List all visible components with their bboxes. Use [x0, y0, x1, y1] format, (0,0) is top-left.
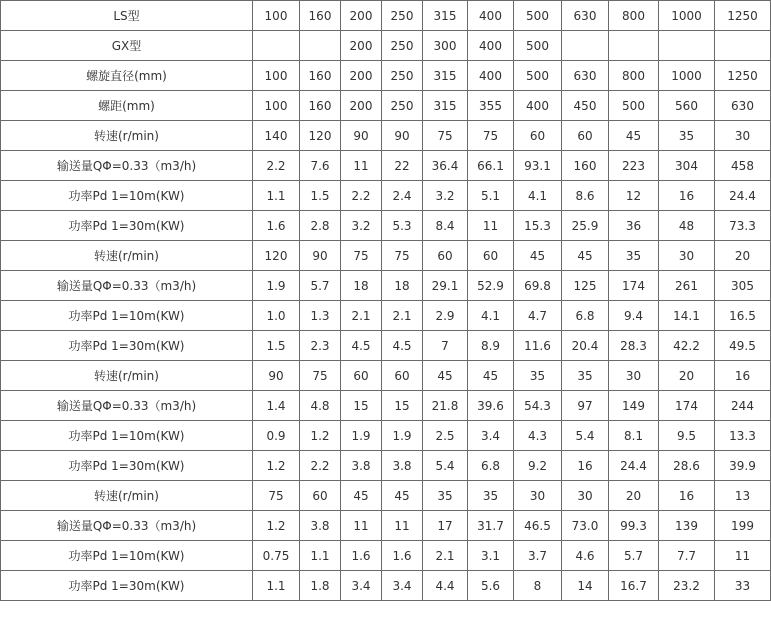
table-cell: 35	[468, 481, 514, 511]
table-row	[1, 361, 771, 391]
row-label: LS型	[1, 1, 253, 31]
table-cell: 5.7	[609, 541, 659, 571]
table-cell: 1.8	[300, 571, 341, 601]
table-cell: 15.3	[514, 211, 562, 241]
table-cell: 14	[562, 571, 609, 601]
row-label: 螺距(mm)	[1, 91, 253, 121]
table-cell: 35	[514, 361, 562, 391]
table-cell: 160	[562, 151, 609, 181]
table-cell: 45	[468, 361, 514, 391]
table-cell: 36	[609, 211, 659, 241]
table-cell: 315	[423, 61, 468, 91]
table-cell: 54.3	[514, 391, 562, 421]
table-cell: 24.4	[715, 181, 771, 211]
row-label: 功率Pd 1=10m(KW)	[1, 181, 253, 211]
table-cell: 35	[562, 361, 609, 391]
table-row	[1, 421, 771, 451]
table-cell: 250	[382, 31, 423, 61]
table-cell: 20	[659, 361, 715, 391]
table-row	[1, 331, 771, 361]
table-cell	[609, 31, 659, 61]
table-cell: 800	[609, 1, 659, 31]
table-cell: 2.1	[423, 541, 468, 571]
table-cell: 60	[514, 121, 562, 151]
table-cell: 315	[423, 91, 468, 121]
table-cell: 30	[715, 121, 771, 151]
row-label: 输送量QΦ=0.33（m3/h)	[1, 511, 253, 541]
row-label: 功率Pd 1=10m(KW)	[1, 301, 253, 331]
table-cell: 9.5	[659, 421, 715, 451]
table-cell: 1.9	[253, 271, 300, 301]
table-cell: 100	[253, 61, 300, 91]
table-cell: 22	[382, 151, 423, 181]
table-cell: 5.4	[423, 451, 468, 481]
table-cell: 160	[300, 91, 341, 121]
table-cell: 1.5	[300, 181, 341, 211]
row-label: 输送量QΦ=0.33（m3/h)	[1, 151, 253, 181]
table-cell: 35	[659, 121, 715, 151]
table-cell: 305	[715, 271, 771, 301]
table-cell: 125	[562, 271, 609, 301]
table-cell: 7.7	[659, 541, 715, 571]
table-cell: 29.1	[423, 271, 468, 301]
table-cell: 1.2	[253, 511, 300, 541]
table-cell: 1.9	[382, 421, 423, 451]
table-cell: 1.1	[300, 541, 341, 571]
table-row	[1, 451, 771, 481]
table-cell	[715, 31, 771, 61]
table-cell: 23.2	[659, 571, 715, 601]
table-cell: 1.6	[382, 541, 423, 571]
table-cell: 73.0	[562, 511, 609, 541]
table-row	[1, 271, 771, 301]
table-cell: 42.2	[659, 331, 715, 361]
table-cell: 36.4	[423, 151, 468, 181]
table-cell: 39.9	[715, 451, 771, 481]
table-cell: 21.8	[423, 391, 468, 421]
table-row	[1, 151, 771, 181]
table-cell: 139	[659, 511, 715, 541]
table-cell: 560	[659, 91, 715, 121]
table-row	[1, 511, 771, 541]
table-cell: 458	[715, 151, 771, 181]
table-cell: 24.4	[609, 451, 659, 481]
table-cell: 1.6	[341, 541, 382, 571]
table-cell: 3.4	[468, 421, 514, 451]
table-cell: 11.6	[514, 331, 562, 361]
table-cell: 3.4	[341, 571, 382, 601]
table-cell: 2.5	[423, 421, 468, 451]
table-cell: 15	[341, 391, 382, 421]
table-cell	[253, 31, 300, 61]
table-cell: 99.3	[609, 511, 659, 541]
table-cell: 1250	[715, 1, 771, 31]
table-cell: 45	[562, 241, 609, 271]
table-cell: 28.3	[609, 331, 659, 361]
table-cell: 1.1	[253, 181, 300, 211]
row-label: 转速(r/min)	[1, 481, 253, 511]
table-cell: 400	[468, 1, 514, 31]
table-cell: 30	[562, 481, 609, 511]
table-cell: 2.9	[423, 301, 468, 331]
table-cell: 1.2	[300, 421, 341, 451]
table-cell: 75	[341, 241, 382, 271]
table-cell: 200	[341, 61, 382, 91]
row-label: 功率Pd 1=10m(KW)	[1, 421, 253, 451]
table-cell: 300	[423, 31, 468, 61]
table-cell: 30	[514, 481, 562, 511]
table-cell: 90	[300, 241, 341, 271]
row-label: 输送量QΦ=0.33（m3/h)	[1, 391, 253, 421]
table-cell: 100	[253, 1, 300, 31]
table-cell: 60	[468, 241, 514, 271]
table-cell: 2.8	[300, 211, 341, 241]
table-cell: 75	[253, 481, 300, 511]
table-cell: 200	[341, 91, 382, 121]
table-cell: 25.9	[562, 211, 609, 241]
table-cell: 30	[659, 241, 715, 271]
table-cell: 223	[609, 151, 659, 181]
table-cell: 30	[609, 361, 659, 391]
table-cell: 3.1	[468, 541, 514, 571]
table-cell: 18	[382, 271, 423, 301]
table-cell: 18	[341, 271, 382, 301]
table-cell: 46.5	[514, 511, 562, 541]
table-cell: 4.7	[514, 301, 562, 331]
table-cell: 149	[609, 391, 659, 421]
table-cell: 140	[253, 121, 300, 151]
table-cell: 16.5	[715, 301, 771, 331]
table-cell: 35	[423, 481, 468, 511]
table-cell: 4.4	[423, 571, 468, 601]
table-cell: 75	[300, 361, 341, 391]
table-cell	[659, 31, 715, 61]
table-cell: 5.4	[562, 421, 609, 451]
table-cell: 45	[382, 481, 423, 511]
table-row	[1, 211, 771, 241]
table-row	[1, 121, 771, 151]
table-cell: 1000	[659, 61, 715, 91]
table-cell: 0.9	[253, 421, 300, 451]
table-cell: 15	[382, 391, 423, 421]
table-row	[1, 541, 771, 571]
table-cell: 261	[659, 271, 715, 301]
table-cell: 250	[382, 61, 423, 91]
table-cell	[562, 31, 609, 61]
table-cell: 16	[659, 181, 715, 211]
table-cell: 200	[341, 31, 382, 61]
table-cell: 9.2	[514, 451, 562, 481]
table-cell: 60	[562, 121, 609, 151]
table-cell: 45	[423, 361, 468, 391]
table-cell: 90	[253, 361, 300, 391]
table-row	[1, 181, 771, 211]
table-cell: 75	[423, 121, 468, 151]
table-cell: 1.5	[253, 331, 300, 361]
table-cell: 13.3	[715, 421, 771, 451]
table-row	[1, 1, 771, 31]
table-cell: 8.4	[423, 211, 468, 241]
row-label: 转速(r/min)	[1, 241, 253, 271]
table-cell: 1.1	[253, 571, 300, 601]
table-cell: 75	[468, 121, 514, 151]
row-label: 转速(r/min)	[1, 121, 253, 151]
table-cell: 3.8	[382, 451, 423, 481]
table-cell: 315	[423, 1, 468, 31]
table-cell: 8.9	[468, 331, 514, 361]
table-cell: 1.9	[341, 421, 382, 451]
row-label: 功率Pd 1=30m(KW)	[1, 331, 253, 361]
table-cell: 97	[562, 391, 609, 421]
table-cell: 5.3	[382, 211, 423, 241]
table-cell: 8.1	[609, 421, 659, 451]
table-cell: 45	[514, 241, 562, 271]
table-cell: 90	[341, 121, 382, 151]
table-cell: 500	[514, 61, 562, 91]
table-cell: 1.0	[253, 301, 300, 331]
table-cell: 3.2	[341, 211, 382, 241]
row-label: GX型	[1, 31, 253, 61]
table-cell: 160	[300, 1, 341, 31]
table-cell: 66.1	[468, 151, 514, 181]
table-cell: 60	[423, 241, 468, 271]
table-cell: 6.8	[468, 451, 514, 481]
table-cell: 60	[300, 481, 341, 511]
table-cell: 52.9	[468, 271, 514, 301]
table-cell: 400	[514, 91, 562, 121]
table-cell: 4.3	[514, 421, 562, 451]
table-cell: 13	[715, 481, 771, 511]
table-cell: 5.7	[300, 271, 341, 301]
table-cell: 20.4	[562, 331, 609, 361]
table-cell: 48	[659, 211, 715, 241]
table-cell: 630	[562, 61, 609, 91]
table-cell: 1.2	[253, 451, 300, 481]
table-cell: 90	[382, 121, 423, 151]
row-label: 螺旋直径(mm)	[1, 61, 253, 91]
table-cell: 4.6	[562, 541, 609, 571]
table-cell: 11	[341, 151, 382, 181]
table-cell: 20	[609, 481, 659, 511]
table-cell: 630	[562, 1, 609, 31]
row-label: 功率Pd 1=30m(KW)	[1, 211, 253, 241]
table-cell: 17	[423, 511, 468, 541]
row-label: 转速(r/min)	[1, 361, 253, 391]
table-cell: 3.8	[341, 451, 382, 481]
row-label: 功率Pd 1=30m(KW)	[1, 451, 253, 481]
table-cell: 630	[715, 91, 771, 121]
table-cell: 2.2	[253, 151, 300, 181]
table-cell: 73.3	[715, 211, 771, 241]
table-cell: 174	[659, 391, 715, 421]
table-row	[1, 391, 771, 421]
table-cell: 5.1	[468, 181, 514, 211]
table-cell: 199	[715, 511, 771, 541]
table-row	[1, 31, 771, 61]
table-cell: 6.8	[562, 301, 609, 331]
table-cell: 500	[514, 1, 562, 31]
table-cell: 7	[423, 331, 468, 361]
table-cell: 120	[300, 121, 341, 151]
table-cell: 11	[715, 541, 771, 571]
table-cell: 4.1	[468, 301, 514, 331]
table-cell: 450	[562, 91, 609, 121]
table-cell: 400	[468, 61, 514, 91]
table-cell: 2.1	[382, 301, 423, 331]
table-cell: 1000	[659, 1, 715, 31]
table-cell: 500	[514, 31, 562, 61]
table-cell: 200	[341, 1, 382, 31]
table-cell: 60	[382, 361, 423, 391]
table-cell: 355	[468, 91, 514, 121]
table-cell	[300, 31, 341, 61]
table-cell: 14.1	[659, 301, 715, 331]
table-cell: 1.3	[300, 301, 341, 331]
table-cell: 100	[253, 91, 300, 121]
table-cell: 160	[300, 61, 341, 91]
table-cell: 11	[468, 211, 514, 241]
table-row	[1, 61, 771, 91]
table-cell: 8	[514, 571, 562, 601]
table-cell: 2.4	[382, 181, 423, 211]
table-cell: 35	[609, 241, 659, 271]
table-cell: 69.8	[514, 271, 562, 301]
table-cell: 12	[609, 181, 659, 211]
table-cell: 1.6	[253, 211, 300, 241]
row-label: 功率Pd 1=10m(KW)	[1, 541, 253, 571]
table-cell: 11	[341, 511, 382, 541]
table-row	[1, 91, 771, 121]
table-cell: 5.6	[468, 571, 514, 601]
table-cell: 45	[341, 481, 382, 511]
table-cell: 16	[562, 451, 609, 481]
table-cell: 60	[341, 361, 382, 391]
table-cell: 39.6	[468, 391, 514, 421]
table-cell: 174	[609, 271, 659, 301]
table-cell: 2.2	[300, 451, 341, 481]
table-cell: 500	[609, 91, 659, 121]
table-cell: 250	[382, 1, 423, 31]
table-cell: 0.75	[253, 541, 300, 571]
table-cell: 4.8	[300, 391, 341, 421]
table-cell: 31.7	[468, 511, 514, 541]
table-body	[1, 1, 771, 601]
table-cell: 3.8	[300, 511, 341, 541]
table-cell: 3.2	[423, 181, 468, 211]
row-label: 功率Pd 1=30m(KW)	[1, 571, 253, 601]
table-cell: 2.2	[341, 181, 382, 211]
table-cell: 45	[609, 121, 659, 151]
table-cell: 75	[382, 241, 423, 271]
table-cell: 16.7	[609, 571, 659, 601]
table-cell: 4.5	[382, 331, 423, 361]
table-cell: 250	[382, 91, 423, 121]
table-cell: 11	[382, 511, 423, 541]
table-cell: 4.1	[514, 181, 562, 211]
table-row	[1, 301, 771, 331]
table-row	[1, 241, 771, 271]
table-cell: 93.1	[514, 151, 562, 181]
table-cell: 3.4	[382, 571, 423, 601]
table-cell: 16	[715, 361, 771, 391]
table-cell: 120	[253, 241, 300, 271]
table-cell: 49.5	[715, 331, 771, 361]
table-cell: 800	[609, 61, 659, 91]
table-cell: 33	[715, 571, 771, 601]
table-cell: 304	[659, 151, 715, 181]
table-cell: 1.4	[253, 391, 300, 421]
table-cell: 16	[659, 481, 715, 511]
table-cell: 4.5	[341, 331, 382, 361]
table-cell: 20	[715, 241, 771, 271]
table-cell: 1250	[715, 61, 771, 91]
table-cell: 400	[468, 31, 514, 61]
table-cell: 3.7	[514, 541, 562, 571]
row-label: 输送量QΦ=0.33（m3/h)	[1, 271, 253, 301]
table-cell: 7.6	[300, 151, 341, 181]
table-cell: 28.6	[659, 451, 715, 481]
table-row	[1, 571, 771, 601]
table-cell: 244	[715, 391, 771, 421]
table-row	[1, 481, 771, 511]
table-cell: 2.3	[300, 331, 341, 361]
table-cell: 9.4	[609, 301, 659, 331]
table-cell: 2.1	[341, 301, 382, 331]
table-cell: 8.6	[562, 181, 609, 211]
